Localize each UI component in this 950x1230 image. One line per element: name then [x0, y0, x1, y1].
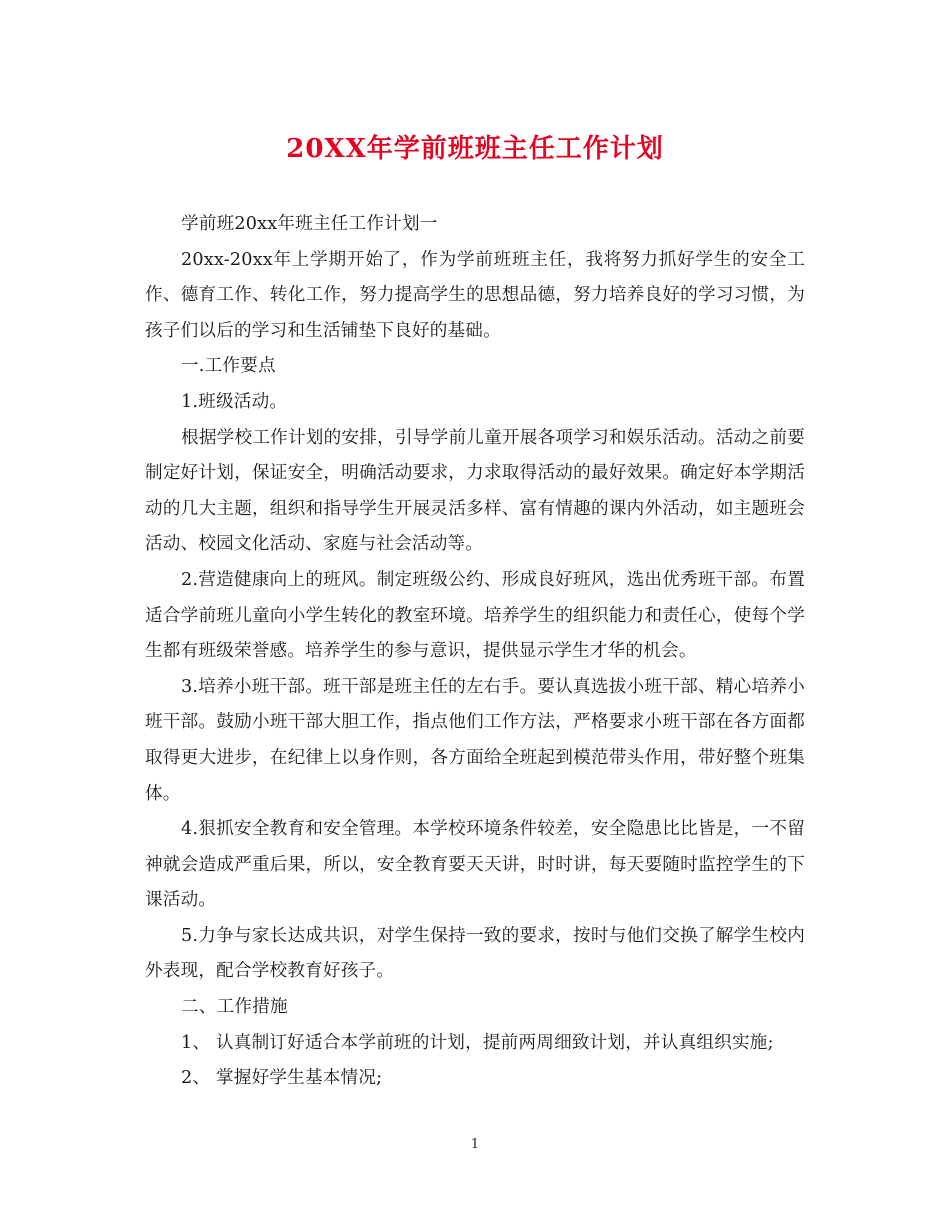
- paragraph-intro: 20xx-20xx年上学期开始了，作为学前班班主任，我将努力抓好学生的安全工作、德育工作、转化工作，努力提高学生的思想品德，努力培养良好的学习习惯，为孩子们以后的学习和生活铺垫下良好的基础。: [145, 249, 805, 341]
- paragraph-class-leaders: 3.培养小班干部。班干部是班主任的左右手。要认真选拔小班干部、精心培养小班干部。鼓励小班干部大胆工作，指点他们工作方法，严格要求小班干部在各方面都取得更大进步，在纪律上以身作则，各方面给全班起到模范带头作用，带好整个班集体。: [145, 676, 805, 804]
- paragraph-parents: 5.力争与家长达成共识，对学生保持一致的要求，按时与他们交换了解学生校内外表现，配合学校教育好孩子。: [145, 925, 805, 982]
- measure-item-2: 2、 掌握好学生基本情况;: [181, 1068, 383, 1089]
- measure-item-1: 1、 认真制订好适合本学前班的计划，提前两周细致计划，并认真组织实施;: [181, 1032, 774, 1053]
- paragraph-class-culture: 2.营造健康向上的班风。制定班级公约、形成良好班风，选出优秀班干部。布置适合学前班儿童向小学生转化的教室环境。培养学生的组织能力和责任心，使每个学生都有班级荣誉感。培养学生的参与意识，提供显示学生才华的机会。: [145, 569, 805, 662]
- paragraph-subtitle: 学前班20xx年班主任工作计划一: [181, 214, 438, 234]
- paragraph-class-activities: 根据学校工作计划的安排，引导学前儿童开展各项学习和娱乐活动。活动之前要制定好计划，保证安全，明确活动要求，力求取得活动的最好效果。确定好本学期活动的几大主题，组织和指导学生开展灵活多样、富有情趣的课内外活动，如主题班会活动、校园文化活动、家庭与社会活动等。: [145, 427, 805, 555]
- item-heading-class-activities: 1.班级活动。: [181, 391, 288, 412]
- section-heading-work-points: 一.工作要点: [181, 356, 276, 377]
- document-title: 20XX年学前班班主任工作计划: [286, 134, 664, 164]
- paragraph-safety: 4.狠抓安全教育和安全管理。本学校环境条件较差，安全隐患比比皆是，一不留神就会造成严重后果，所以，安全教育要天天讲，时时讲，每天要随时监控学生的下课活动。: [145, 819, 805, 911]
- section-heading-measures: 二、工作措施: [181, 997, 288, 1018]
- page-number: 1: [470, 1137, 480, 1152]
- document-body: [145, 207, 805, 1097]
